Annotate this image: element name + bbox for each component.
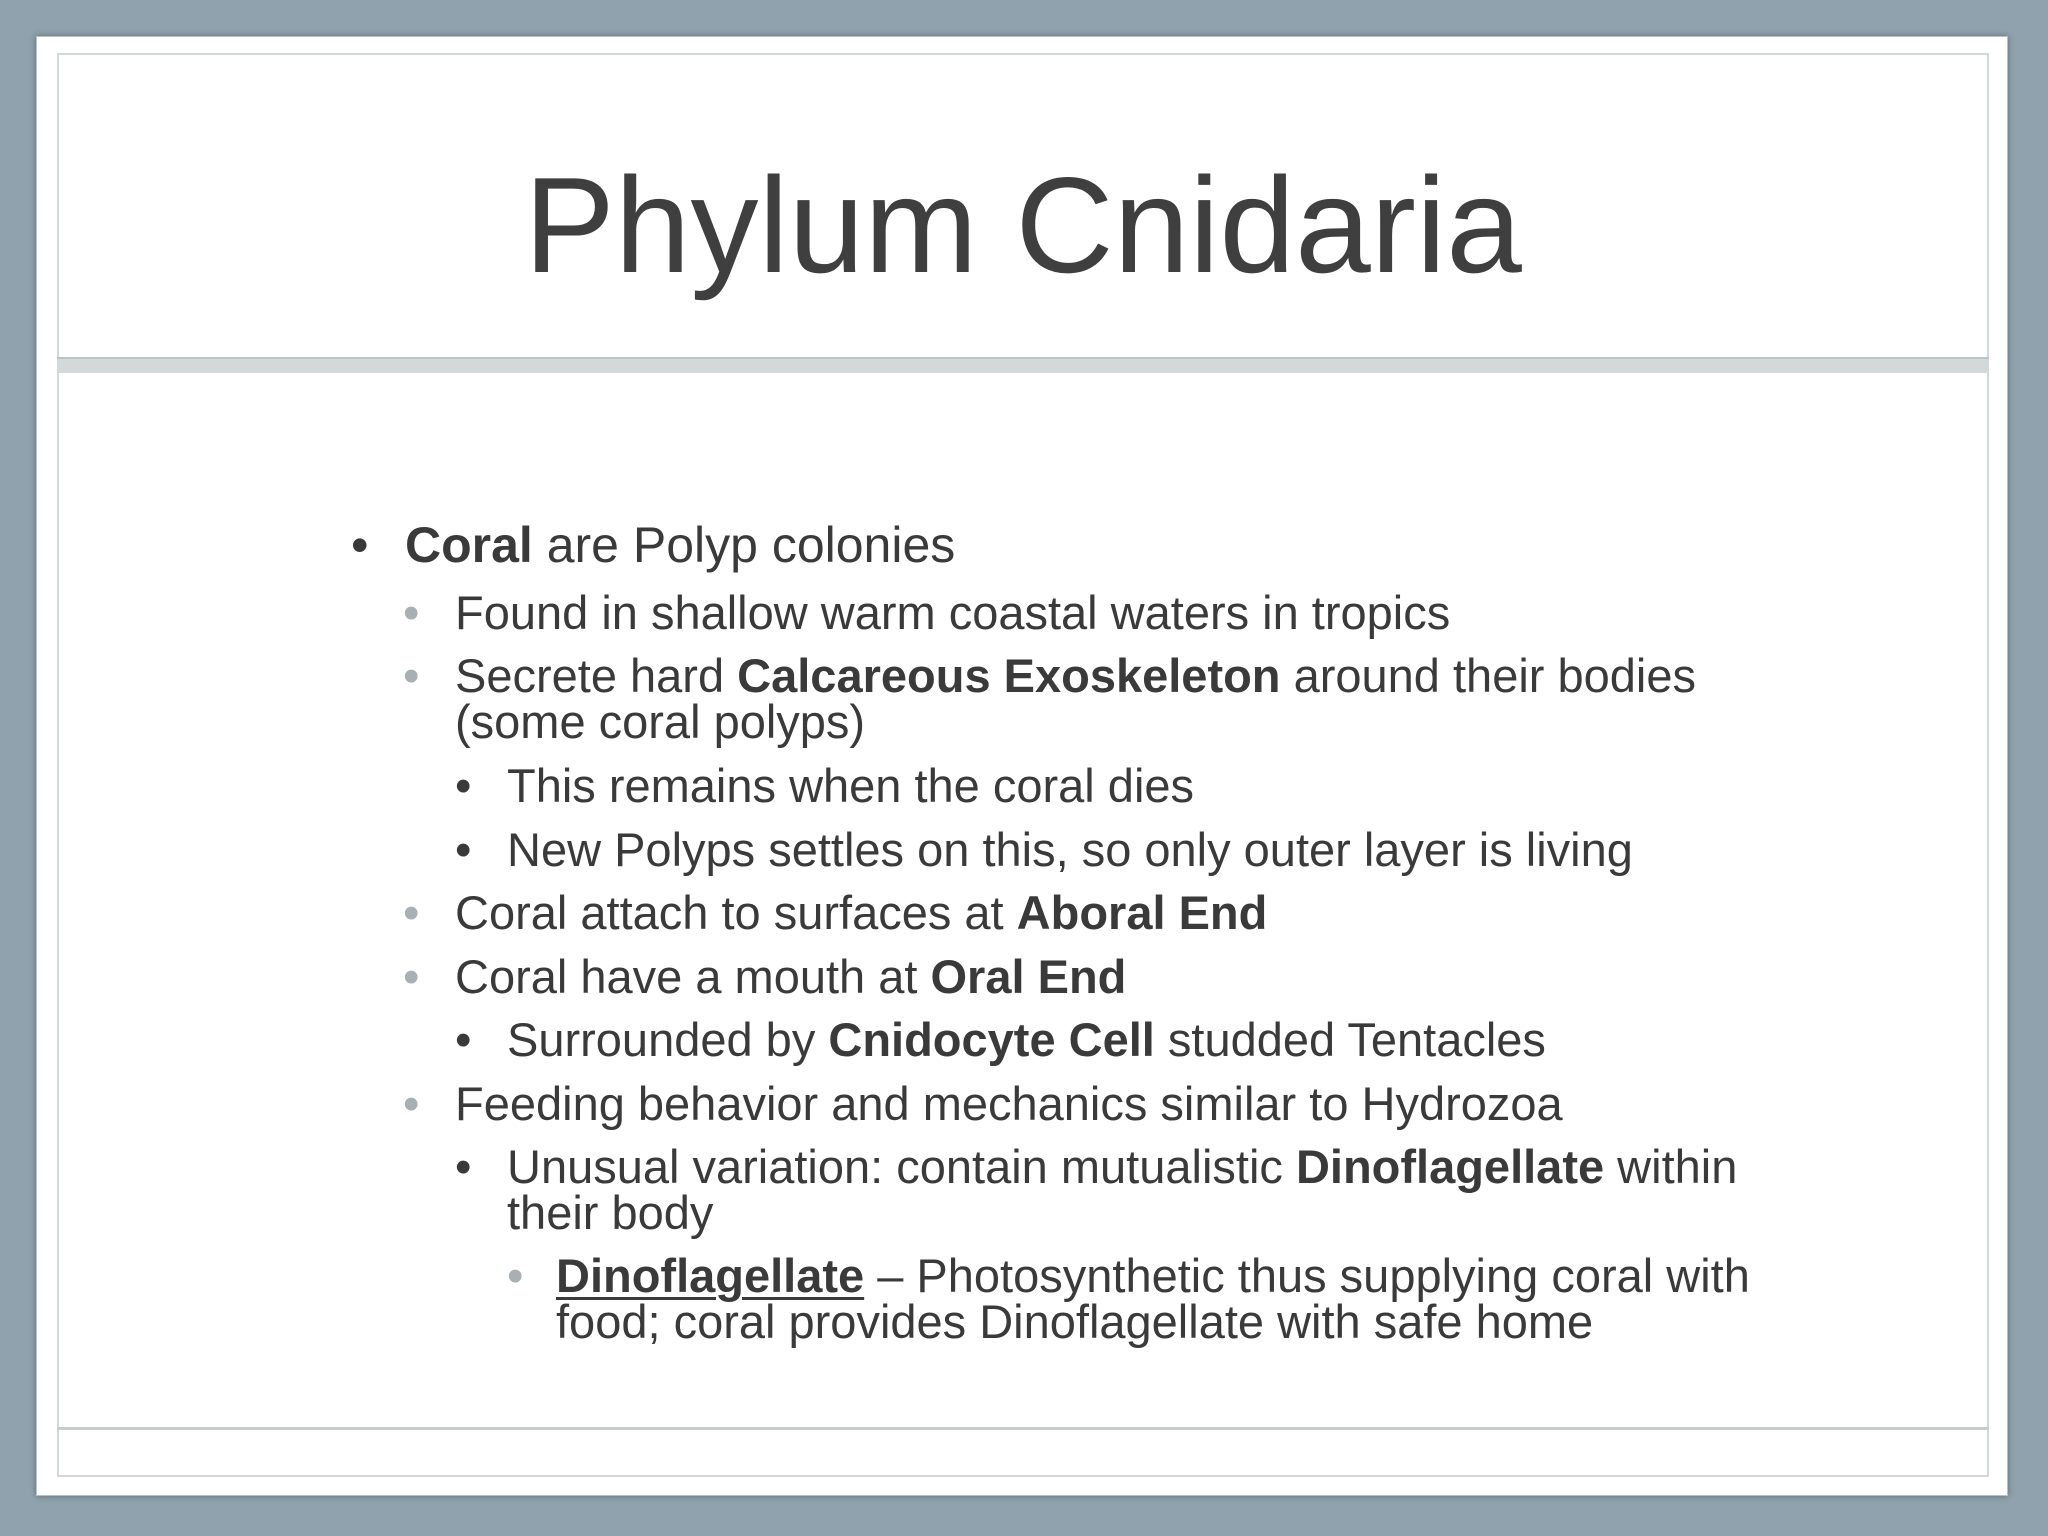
bullet-marker: • <box>351 517 369 573</box>
bullet-coral-polyp-colonies <box>405 517 956 573</box>
bullet-marker: • <box>403 1077 420 1130</box>
slide-title: Phylum Cnidaria <box>524 149 1522 301</box>
bullet-text: – Photosynthetic thus supplying coral with <box>864 1249 1750 1302</box>
bullet-coral-attach <box>455 886 1268 939</box>
bullet-text: Coral have a mouth at <box>455 950 931 1003</box>
bullet-text: are Polyp colonies <box>532 517 956 573</box>
bullet-marker: • <box>455 1140 472 1193</box>
bullet-bold-text: Dinoflagellate <box>1295 1140 1605 1193</box>
bullet-bold-text: Cnidocyte Cell <box>828 1013 1155 1066</box>
bullet-dinoflagellate-definition-line2: food; coral provides Dinoflagellate with safe home <box>556 1295 1594 1348</box>
bullet-text: Coral attach to surfaces at <box>455 886 1017 939</box>
bullet-marker: • <box>507 1249 524 1302</box>
bullet-found-in-shallow: Found in shallow warm coastal waters in tropics <box>455 586 1451 639</box>
bullet-text: Unusual variation: contain mutualistic <box>507 1140 1296 1193</box>
bullet-surrounded-by <box>507 1013 1546 1066</box>
bullet-marker: • <box>403 586 420 639</box>
bullet-secrete-hard-line2: (some coral polyps) <box>455 695 866 748</box>
bullet-text: studded Tentacles <box>1154 1013 1546 1066</box>
bullet-bold-text: Coral <box>405 517 533 573</box>
bullet-feeding-behavior: Feeding behavior and mechanics similar to Hydrozoa <box>455 1077 1563 1130</box>
bullet-bold-text: Aboral End <box>1016 886 1268 939</box>
slide <box>36 36 2008 1496</box>
bullet-marker: • <box>455 759 472 812</box>
bullet-marker: • <box>455 823 472 876</box>
bullet-new-polyps: New Polyps settles on this, so only outer layer is living <box>507 823 1633 876</box>
bullet-text: around their bodies <box>1280 649 1696 702</box>
bullet-text: within <box>1604 1140 1738 1193</box>
bullet-bold-underlined-text: Dinoflagellate <box>556 1249 865 1302</box>
bullet-marker: • <box>403 950 420 1003</box>
bullet-coral-mouth <box>455 950 1127 1003</box>
bullet-marker: • <box>403 886 420 939</box>
bullet-bold-text: Calcareous Exoskeleton <box>737 649 1281 702</box>
bullet-text: Secrete hard <box>455 649 738 702</box>
bullet-marker: • <box>455 1013 472 1066</box>
bullet-unusual-variation-line2: their body <box>507 1186 714 1239</box>
bullet-marker: • <box>403 649 420 702</box>
bullet-secrete-hard <box>455 649 1696 702</box>
bullet-this-remains: This remains when the coral dies <box>507 759 1195 812</box>
slide-content <box>37 37 2009 1497</box>
bullet-bold-text: Oral End <box>930 950 1127 1003</box>
bullet-text: Surrounded by <box>507 1013 829 1066</box>
bullet-unusual-variation <box>507 1140 1738 1193</box>
bullet-dinoflagellate-definition <box>556 1249 1750 1302</box>
